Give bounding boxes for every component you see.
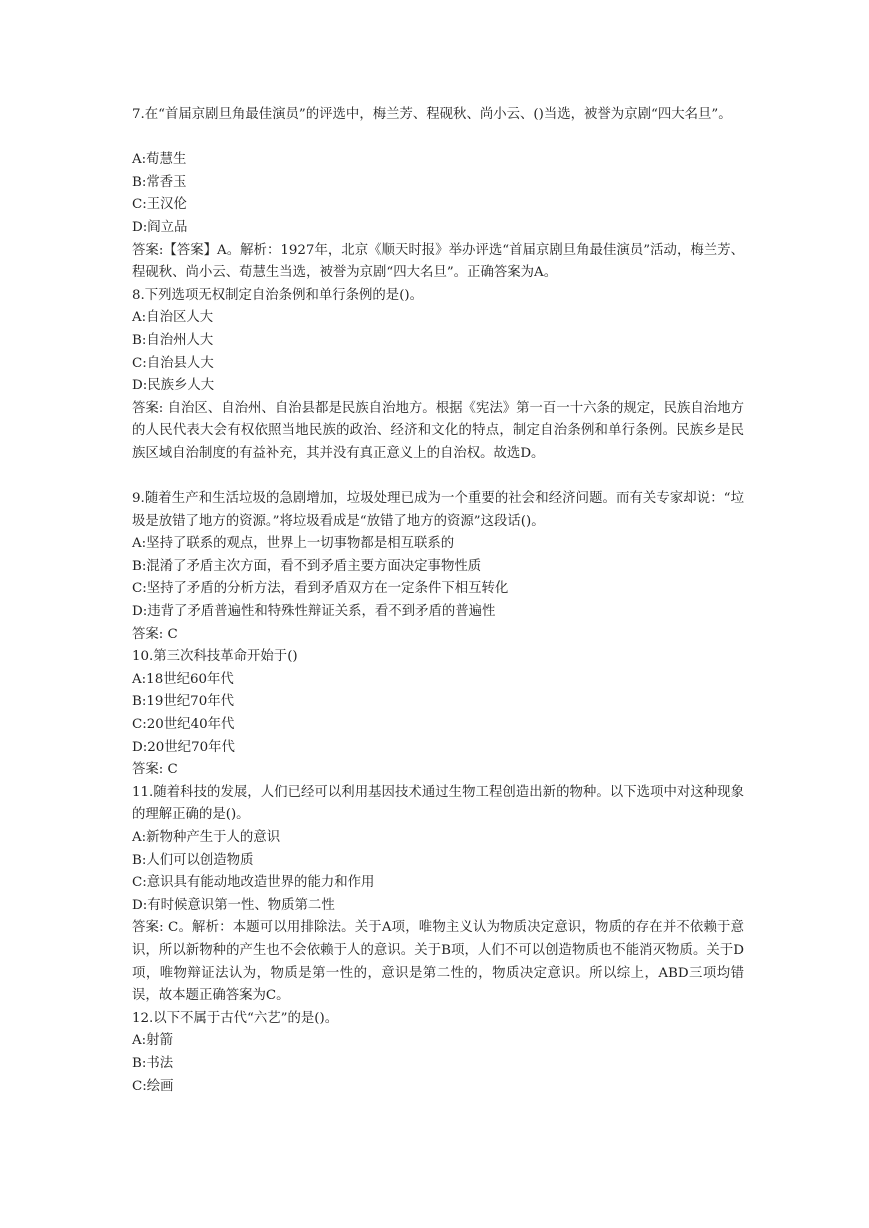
question-7-option-b: B:常香玉: [132, 174, 187, 190]
question-9-option-a: A:坚持了联系的观点，世界上一切事物都是相互联系的: [132, 536, 455, 552]
question-11-stem: 11.随着科技的发展，人们已经可以利用基因技术通过生物工程创造出新的物种。以下选项中对这种现象的理解正确的是()。: [132, 784, 744, 823]
question-9-option-c: C:坚持了矛盾的分析方法，看到矛盾双方在一定条件下相互转化: [132, 581, 509, 597]
question-10-option-c: C:20世纪40年代: [132, 717, 235, 733]
document-page: [132, 104, 744, 1098]
question-8-option-c: C:自治县人大: [132, 355, 214, 371]
question-10-stem: 10.第三次科技革命开始于(): [132, 649, 298, 665]
question-7-option-d: D:阎立品: [132, 219, 188, 235]
question-11-option-a: A:新物种产生于人的意识: [132, 830, 281, 846]
question-9-option-b: B:混淆了矛盾主次方面，看不到矛盾主要方面决定事物性质: [132, 558, 482, 574]
question-8-option-a: A:自治区人大: [132, 310, 214, 326]
question-10-answer: 答案: C: [132, 762, 178, 778]
question-8-stem: 8.下列选项无权制定自治条例和单行条例的是()。: [132, 287, 424, 303]
question-7-stem: 7.在“首届京剧旦角最佳演员”的评选中，梅兰芳、程砚秋、尚小云、()当选，被誉为京剧“四大名旦”。: [132, 107, 732, 122]
question-10-option-a: A:18世纪60年代: [132, 671, 234, 687]
question-11-option-b: B:人们可以创造物质: [132, 852, 254, 868]
question-10-option-b: B:19世纪70年代: [132, 694, 234, 710]
question-8-option-b: B:自治州人大: [132, 332, 214, 348]
question-12-option-c: C:绘画: [132, 1078, 174, 1094]
question-9-answer: 答案: C: [132, 626, 178, 642]
question-9-option-d: D:违背了矛盾普遍性和特殊性辩证关系，看不到矛盾的普遍性: [132, 604, 496, 620]
question-12-option-a: A:射箭: [132, 1033, 173, 1049]
question-7-option-a: A:荀慧生: [132, 152, 187, 168]
question-7-option-c: C:王汉伦: [132, 197, 187, 213]
question-10-option-d: D:20世纪70年代: [132, 739, 235, 755]
question-11-answer: 答案: C。解析：本题可以用排除法。关于A项，唯物主义认为物质决定意识，物质的存在并不依赖于意识，所以新物种的产生也不会依赖于人的意识。关于B项，人们不可以创造物质也不能消灭物质。关于D项，唯物辩证法认为，物质是第一性的，意识是第二性的，物质决定意识。所以综上，ABD三项均错误，故本题正确答案为C。: [132, 920, 744, 1004]
question-8-option-d: D:民族乡人大: [132, 378, 215, 394]
question-9-stem: 9.随着生产和生活垃圾的急剧增加，垃圾处理已成为一个重要的社会和经济问题。而有关专家却说：“垃圾是放错了地方的资源。”将垃圾看成是“放错了地方的资源”这段话()。: [132, 491, 744, 529]
question-11-option-c: C:意识具有能动地改造世界的能力和作用: [132, 875, 375, 891]
question-8-answer: 答案: 自治区、自治州、自治县都是民族自治地方。根据《宪法》第一百一十六条的规定，民族自治地方的人民代表大会有权依照当地民族的政治、经济和文化的特点，制定自治条例和单行条例。民族乡是民族区域自治制度的有益补充，其并没有真正意义上的自治权。故选D。: [132, 400, 744, 461]
question-11-option-d: D:有时候意识第一性、物质第二性: [132, 897, 335, 913]
question-7-answer: 答案:【答案】A。解析：1927年，北京《顺天时报》举办评选“首届京剧旦角最佳演员”活动，梅兰芳、程砚秋、尚小云、荀慧生当选，被誉为京剧“四大名旦”。正确答案为A。: [132, 242, 744, 281]
question-12-stem: 12.以下不属于古代“六艺”的是()。: [132, 1010, 339, 1026]
question-12-option-b: B:书法: [132, 1055, 174, 1071]
